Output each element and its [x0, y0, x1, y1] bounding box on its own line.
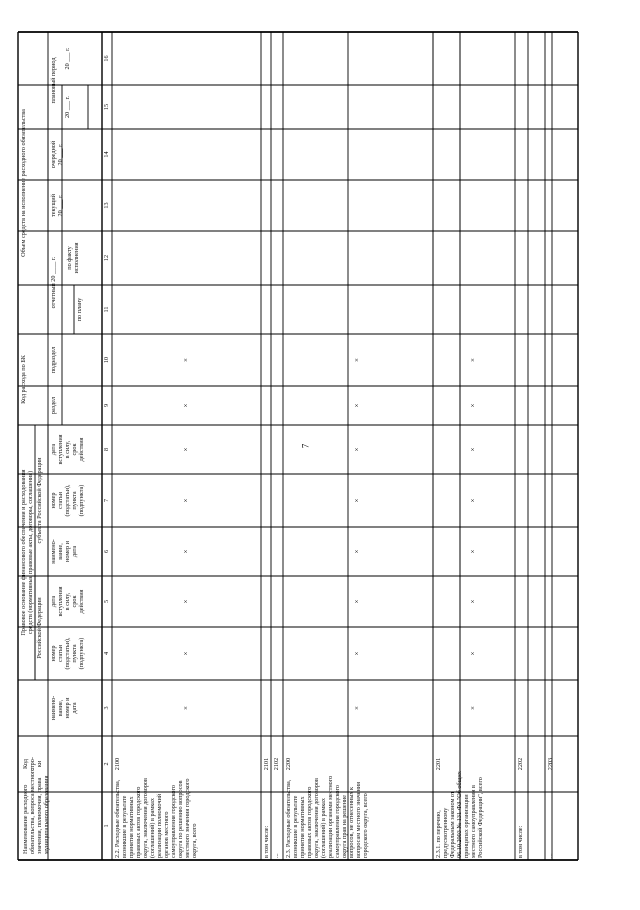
row-0-text-line: органов местного: [163, 811, 170, 858]
article-rf-line: номер: [50, 645, 57, 662]
col1-header-line: Наименование расходного: [22, 784, 29, 854]
row-3-text-line: вопросам местного значения: [355, 782, 362, 858]
page-number: 7: [300, 443, 311, 449]
row-0-mark: ×: [181, 403, 190, 408]
col-number-8: 8: [103, 447, 110, 452]
row-4-mark: ×: [469, 651, 477, 656]
article-rf: [50, 627, 90, 680]
effective-subj-line: действия: [78, 437, 85, 462]
planning-header: плановый период: [50, 57, 57, 104]
article-rf-line: пункта: [71, 644, 78, 663]
row-4-text-line: 06.10.2003 № 131-ФЗ "Об общих: [456, 771, 463, 858]
effective-subj-line: срок: [71, 443, 78, 456]
next-year-header-line: очередной: [50, 140, 57, 169]
row-6-text: [547, 794, 577, 858]
article-subj: [50, 474, 90, 527]
row-0-text-line: правовых актов городского: [135, 786, 142, 858]
row-0-text-line: округа, заключения договоров: [142, 778, 149, 858]
article-rf-line: (подстатьи),: [64, 637, 71, 670]
col-number-2: 2: [103, 762, 110, 766]
row-3-text-line: реализации органами местного: [327, 775, 334, 858]
col-number-7: 7: [103, 498, 110, 503]
row-3-text-line: вопросов, не отнесенных к: [348, 786, 355, 858]
row-1-code: 2101: [263, 757, 270, 771]
row-3-code: 2200: [285, 757, 292, 771]
row-4-mark: ×: [469, 549, 477, 554]
current-year-header-line: текущий: [50, 194, 57, 217]
row-3-mark: ×: [353, 651, 361, 656]
row-0-text-line: (соглашений) в рамках: [149, 798, 156, 858]
col-number-4: 4: [103, 651, 110, 656]
row-4-text-line: предусмотренному: [442, 807, 449, 858]
rf-header: Российской Федерации: [36, 597, 43, 659]
row-3-text-line: самоуправления городского: [334, 785, 341, 858]
col-number-5: 5: [103, 599, 110, 604]
col-number-13: 13: [103, 202, 110, 209]
row-0-text-line: округа по решению вопросов: [177, 780, 184, 858]
subsection-header: подраздел: [50, 346, 57, 374]
row-6-code: 2203: [547, 757, 554, 771]
effective-rf-line: вступления: [57, 586, 64, 617]
by-fact-header-line: исполнения: [73, 242, 80, 274]
col1-header: [22, 767, 98, 854]
effective-rf-line: срок: [71, 595, 78, 608]
row-4-mark: ×: [469, 447, 477, 452]
col-number-6: 6: [103, 549, 110, 554]
col1-header-line: обязательства, вопроса местного: [29, 767, 36, 854]
plan-y1-header: 20 ___ г.: [64, 96, 71, 118]
legal-basis-header-line: средств (нормативные правовые акты, договоры, соглашения): [27, 470, 34, 635]
effective-subj-line: в силу,: [64, 440, 71, 459]
row-0-mark: ×: [181, 447, 190, 452]
row-3-mark: ×: [353, 403, 361, 408]
row-0-mark: ×: [181, 358, 190, 362]
col-number-9: 9: [103, 403, 110, 408]
name-doc-subj-line: номер и: [64, 541, 71, 562]
effective-rf-line: дата: [50, 595, 57, 608]
code-header-line: Код: [22, 759, 29, 769]
by-fact-header-line: по факту: [66, 246, 73, 270]
effective-subj: [50, 425, 90, 474]
row-4-text-line: местного самоуправления в: [470, 785, 477, 858]
volume-header: Объем средств на исполнение расходного обязательства: [20, 109, 27, 257]
col-number-1: 1: [103, 824, 110, 828]
row-4-text-line: Федеральным законом от: [449, 791, 456, 858]
row-4-code: 2201: [435, 757, 442, 771]
effective-rf-line: действия: [78, 589, 85, 614]
subject-rf-header: субъекта Российской Федерации: [36, 457, 43, 544]
col-number-11: 11: [103, 306, 110, 313]
name-doc-subj-line: дата: [71, 545, 78, 558]
row-3-text-line: (соглашений) в рамках: [320, 798, 327, 858]
row-2-text-line: ...: [273, 853, 280, 858]
bk-code-header: Код расхода по БК: [20, 355, 27, 404]
code-header-line: ки: [36, 760, 43, 768]
row-3-text-line: 2.3. Расходные обязательства,: [285, 779, 292, 858]
name-doc-subj-line: наимено-: [50, 539, 57, 564]
row-5-text-line: в том числе:: [517, 825, 524, 858]
by-fact-header: [66, 231, 96, 285]
name-doc-rf-line: вание,: [57, 699, 64, 717]
col1-header-line: значения, полномочия, права: [36, 777, 43, 854]
row-3-text: [285, 775, 432, 858]
row-4-text-line: принципах организации: [463, 794, 470, 858]
effective-rf: [50, 576, 90, 627]
name-doc-rf-line: дата: [71, 702, 78, 714]
row-4-text-line: Российской Федерации", всего: [477, 777, 484, 858]
row-0-text-line: округа, всего: [191, 823, 198, 858]
row-3-text-line: возникшие в результате: [292, 795, 299, 858]
name-doc-subj-line: вание,: [57, 543, 64, 560]
legal-basis-header-line: Правовое основание финансового обеспечения и расходования: [20, 469, 27, 636]
col-number-15: 15: [103, 103, 110, 111]
row-6-text-line: ...: [547, 853, 554, 858]
plan-y2-header: 20 ___ г.: [64, 47, 71, 70]
row-3-mark: ×: [353, 498, 361, 503]
name-doc-subj: [50, 527, 90, 576]
col-number-16: 16: [103, 55, 110, 62]
row-0-mark: ×: [181, 498, 190, 503]
row-3-text-line: правовых актов городского: [306, 786, 313, 858]
row-0-mark: ×: [181, 651, 190, 656]
row-3-mark: ×: [353, 447, 361, 452]
row-0-mark: ×: [181, 599, 190, 604]
row-4-mark: ×: [469, 706, 477, 710]
current-year-header-line: 20 ___ г.: [57, 194, 64, 217]
row-4-mark: ×: [469, 599, 477, 604]
row-4-text: [435, 771, 514, 858]
effective-subj-line: дата: [50, 443, 57, 456]
article-subj-line: (подстатьи),: [64, 484, 71, 517]
name-doc-rf: [50, 680, 90, 736]
row-4-mark: ×: [469, 498, 477, 503]
row-3-text-line: принятия нормативных: [299, 796, 306, 858]
code-header: [22, 736, 44, 792]
name-doc-rf-line: номер и: [64, 697, 71, 719]
row-0-text-line: принятия нормативных: [128, 796, 135, 858]
effective-subj-line: вступления: [57, 434, 64, 465]
row-2-text: [273, 794, 282, 858]
row-0-text-line: возникшие в результате: [121, 795, 128, 858]
row-4-text-line: 2.3.1. по перечню,: [435, 810, 442, 858]
name-doc-rf-line: наимено-: [50, 695, 57, 721]
row-2-code: 2102: [273, 757, 280, 771]
row-3-mark: ×: [353, 706, 361, 710]
row-1-text-line: в том числе:: [263, 825, 270, 858]
row-0-text-line: реализации полномочий: [156, 793, 163, 858]
article-subj-line: пункта: [71, 491, 78, 510]
col-number-3: 3: [103, 706, 110, 710]
row-0-mark: ×: [181, 549, 190, 554]
row-3-text-line: округа прав на решение: [341, 795, 348, 858]
col-number-10: 10: [103, 356, 110, 364]
article-subj-line: статьи: [57, 492, 64, 509]
row-3-text-line: городского округа, всего: [362, 793, 369, 858]
row-3-mark: ×: [353, 599, 361, 604]
next-year-header: [50, 129, 78, 180]
row-0-text-line: местного значения городского: [184, 778, 191, 858]
article-subj-line: (подпункта): [78, 484, 85, 517]
current-year-header: [50, 180, 78, 231]
row-0-text: [114, 778, 260, 858]
row-4-mark: ×: [469, 403, 477, 408]
row-0-text-line: 2.2. Расходные обязательства,: [114, 779, 121, 858]
row-1-text: [263, 794, 270, 858]
row-0-code: 2100: [114, 757, 121, 771]
row-3-text-line: округа, заключения договоров: [313, 778, 320, 858]
row-5-text: [517, 794, 544, 858]
row-5-code: 2202: [517, 757, 524, 771]
col-number-14: 14: [103, 151, 110, 158]
article-subj-line: номер: [50, 492, 57, 509]
article-rf-line: статьи: [57, 645, 64, 662]
section-header: раздел: [50, 396, 57, 415]
by-plan-header: по плану: [76, 297, 83, 322]
row-4-mark: ×: [469, 358, 477, 362]
row-0-mark: ×: [181, 706, 190, 710]
effective-rf-line: в силу,: [64, 592, 71, 611]
row-3-mark: ×: [353, 358, 361, 362]
next-year-header-line: 20 ___ г.: [57, 143, 64, 166]
row-3-mark: ×: [353, 549, 361, 554]
row-0-text-line: самоуправления городского: [170, 785, 177, 858]
code-header-line: стро-: [29, 757, 36, 771]
col1-header-line: муниципального образования: [43, 775, 50, 854]
article-rf-line: (подпункта): [78, 637, 85, 670]
col-number-12: 12: [103, 254, 110, 262]
reporting-header: отчетный 20 ____ г.: [50, 256, 57, 309]
